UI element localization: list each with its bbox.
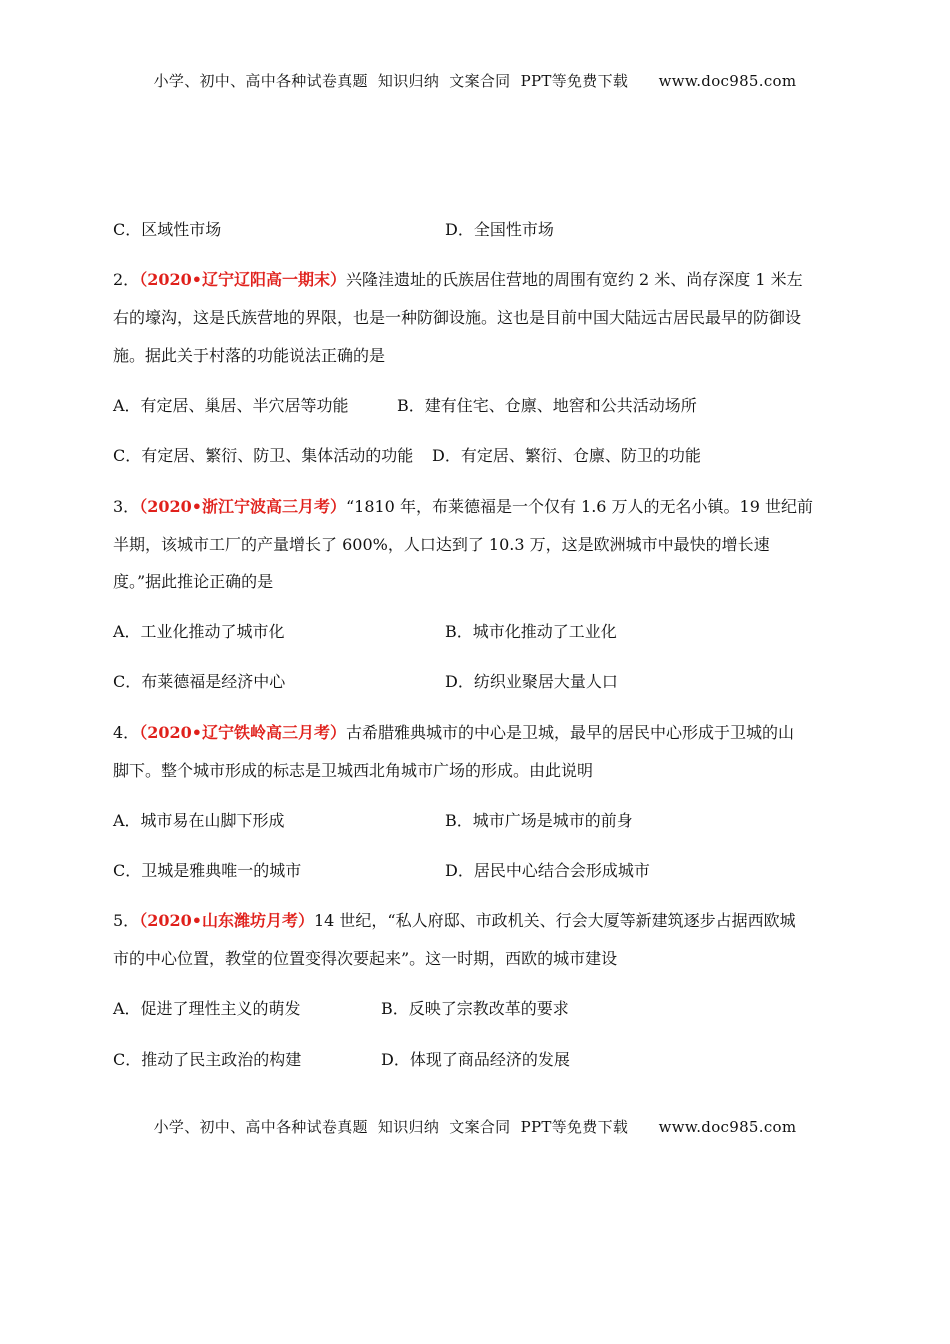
q4-option-b: B．城市广场是城市的前身	[445, 811, 633, 830]
q5-number: 5．	[113, 911, 140, 930]
q5-option-d: D．体现了商品经济的发展	[381, 1050, 570, 1069]
q3-text-line1: “1810 年，布莱德福是一个仅有 1.6 万人的无名小镇。19 世纪前	[345, 497, 814, 516]
q5-option-b: B．反映了宗教改革的要求	[381, 999, 569, 1018]
q3-source: （2020•浙江宁波高三月考）	[139, 497, 346, 516]
q3-option-c: C．布莱德福是经济中心	[113, 672, 286, 691]
q5-option-a: A．促进了理性主义的萌发	[113, 999, 301, 1018]
q2-option-b: B．建有住宅、仓廪、地窖和公共活动场所	[397, 396, 697, 415]
q2-text-line1: 兴隆洼遗址的氏族居住营地的周围有宽约 2 米、尚存深度 1 米左	[345, 270, 803, 289]
q2-stem-line2: 右的壕沟，这是氏族营地的界限，也是一种防御设施。这也是目前中国大陆远古居民最早的防御设	[113, 308, 802, 327]
q4-option-c: C．卫城是雅典唯一的城市	[113, 861, 302, 880]
q4-text-line1: 古希腊雅典城市的中心是卫城，最早的居民中心形成于卫城的山	[345, 723, 794, 742]
q2-option-a: A．有定居、巢居、半穴居等功能	[113, 396, 349, 415]
q2-option-d: D．有定居、繁衍、仓廪、防卫的功能	[432, 446, 701, 465]
q3-option-b: B．城市化推动了工业化	[445, 622, 617, 641]
q4-option-a: A．城市易在山脚下形成	[113, 811, 285, 830]
q4-stem-line1	[113, 723, 794, 743]
q2-stem-line3: 施。据此关于村落的功能说法正确的是	[113, 346, 386, 365]
q5-option-c: C．推动了民主政治的构建	[113, 1050, 302, 1069]
q3-number: 3．	[113, 497, 140, 516]
q2-option-c: C．有定居、繁衍、防卫、集体活动的功能	[113, 446, 414, 465]
q4-option-d: D．居民中心结合会形成城市	[445, 861, 650, 880]
q4-number: 4．	[113, 723, 140, 742]
q2-number: 2．	[113, 270, 140, 289]
q3-option-d: D．纺织业聚居大量人口	[445, 672, 618, 691]
q5-source: （2020•山东潍坊月考）	[139, 911, 314, 930]
q3-option-a: A．工业化推动了城市化	[113, 622, 285, 641]
q2-stem-line1	[113, 270, 803, 290]
q5-stem-line2: 市的中心位置，教堂的位置变得次要起来”。这一时期，西欧的城市建设	[113, 949, 618, 968]
q3-stem-line1	[113, 497, 813, 517]
q2-source: （2020•辽宁辽阳高一期末）	[139, 270, 346, 289]
q5-stem-line1	[113, 911, 796, 931]
q3-stem-line3: 度。”据此推论正确的是	[113, 572, 274, 591]
q3-stem-line2: 半期，该城市工厂的产量增长了 600%，人口达到了 10.3 万，这是欧洲城市中最快的增长速	[113, 535, 770, 554]
page-header: 小学、初中、高中各种试卷真题 知识归纳 文案合同 PPT等免费下载 www.doc985.com	[153, 72, 797, 90]
q4-source: （2020•辽宁铁岭高三月考）	[139, 723, 346, 742]
q1-option-c: C．区域性市场	[113, 220, 222, 239]
q5-text-line1: 14 世纪，“私人府邸、市政机关、行会大厦等新建筑逐步占据西欧城	[313, 911, 796, 930]
q1-option-d: D．全国性市场	[445, 220, 554, 239]
q4-stem-line2: 脚下。整个城市形成的标志是卫城西北角城市广场的形成。由此说明	[113, 761, 594, 780]
page-footer: 小学、初中、高中各种试卷真题 知识归纳 文案合同 PPT等免费下载 www.doc985.com	[153, 1118, 797, 1136]
